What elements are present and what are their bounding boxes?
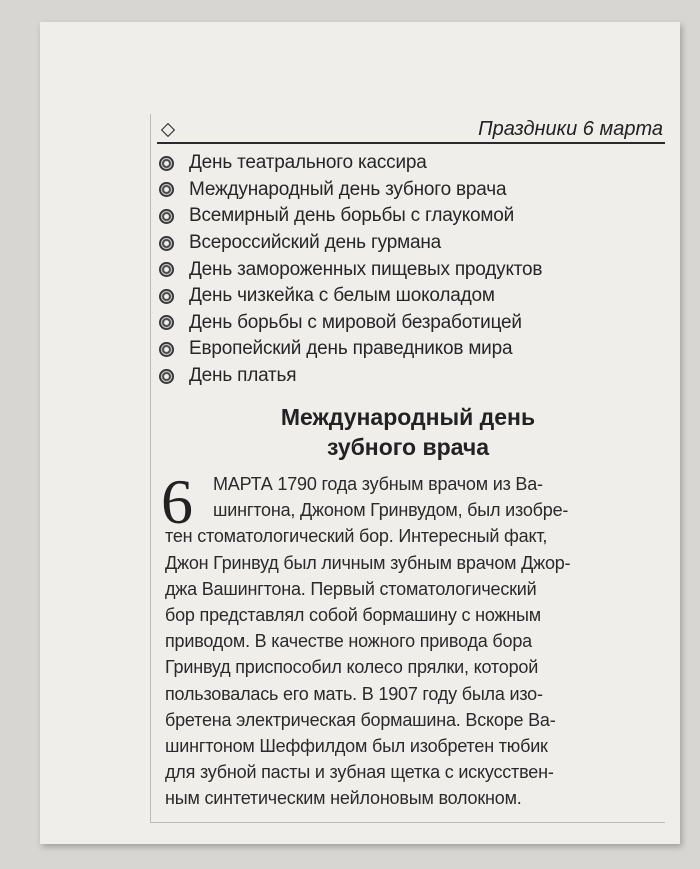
text-line: ным синтетическим нейлоновым волокном. — [165, 788, 522, 809]
text-line: джа Вашингтона. Первый стоматологический — [165, 578, 537, 599]
headline-line: Международный день — [280, 404, 536, 430]
holiday-label: День театрального кассира — [189, 152, 427, 174]
holiday-label: Всемирный день борьбы с глаукомой — [189, 205, 515, 227]
diamond-icon — [161, 123, 175, 137]
holiday-list — [159, 150, 659, 389]
text-line: шингтоном Шеффилдом был изобретен тюбик — [165, 735, 548, 756]
bullet-icon — [159, 289, 174, 304]
bullet-icon — [159, 209, 174, 224]
text-line: шингтона, Джоном Гринвудом, был изобре- — [213, 500, 569, 521]
bullet-icon — [159, 315, 174, 330]
list-item — [159, 256, 659, 283]
holiday-label: День борьбы с мировой безработицей — [189, 311, 522, 333]
list-item — [159, 336, 659, 363]
list-item — [159, 177, 659, 204]
holiday-label: День чизкейка с белым шоколадом — [189, 285, 495, 307]
newspaper-clipping — [40, 22, 680, 844]
headline-line: зубного врача — [326, 434, 490, 460]
text-line: тен стоматологический бор. Интересный факт, — [165, 526, 548, 547]
article-body — [165, 471, 665, 811]
text-line: Джон Гринвуд был личным зубным врачом Джор- — [165, 552, 571, 573]
list-item — [159, 363, 659, 390]
bullet-icon — [159, 236, 174, 251]
text-line: Гринвуд приспособил колесо прялки, которой — [165, 657, 539, 678]
text-line: пользовалась его мать. В 1907 году была изо- — [165, 683, 543, 704]
section-header — [157, 116, 665, 144]
holiday-label: Всероссийский день гурмана — [189, 232, 442, 254]
text-line: МАРТА 1790 года зубным врачом из Ва- — [213, 474, 543, 494]
bullet-icon — [159, 156, 174, 171]
bullet-icon — [159, 369, 174, 384]
article-headline — [151, 402, 665, 462]
list-item — [159, 203, 659, 230]
list-item — [159, 283, 659, 310]
holiday-label: День платья — [189, 365, 297, 387]
text-line: приводом. В качестве ножного привода бора — [165, 631, 532, 652]
bullet-icon — [159, 262, 174, 277]
bullet-icon — [159, 342, 174, 357]
article-column — [150, 114, 665, 823]
drop-cap: 6 — [161, 466, 193, 537]
holiday-label: Европейский день праведников мира — [189, 338, 513, 360]
holiday-label: День замороженных пищевых продуктов — [189, 258, 543, 280]
list-item — [159, 150, 659, 177]
bullet-icon — [159, 182, 174, 197]
text-line: бретена электрическая бормашина. Вскоре Ва- — [165, 709, 556, 730]
holiday-label: Международный день зубного врача — [189, 178, 507, 200]
list-item — [159, 230, 659, 257]
section-title: Праздники 6 марта — [478, 118, 663, 140]
text-line: для зубной пасты и зубная щетка с искусствен- — [165, 762, 554, 783]
text-line: бор представлял собой бормашину с ножным — [165, 604, 541, 625]
list-item — [159, 310, 659, 337]
